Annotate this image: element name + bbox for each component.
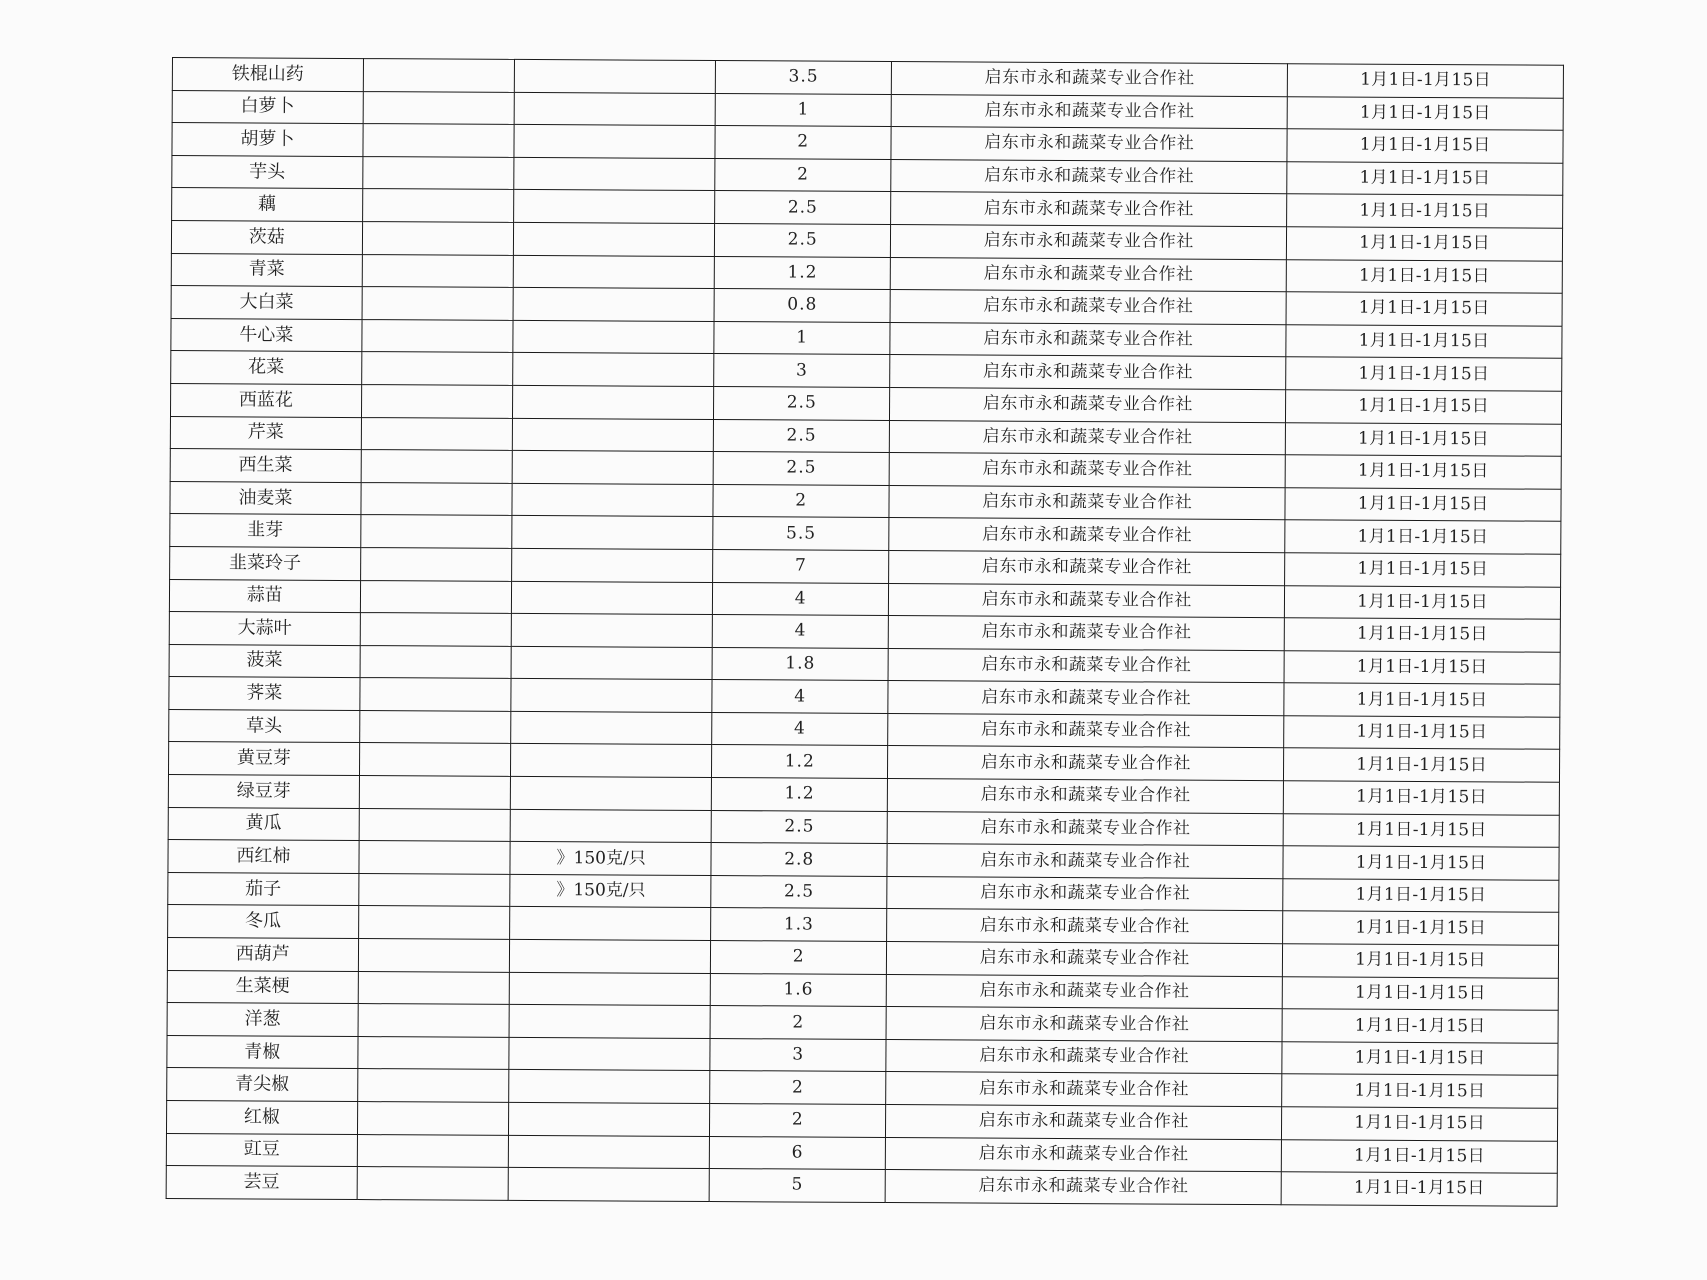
cell-spec bbox=[511, 744, 712, 778]
cell-spec bbox=[509, 1102, 710, 1136]
cell-supplier: 启东市永和蔬菜专业合作社 bbox=[887, 909, 1283, 944]
cell-date-range: 1月1日-1月15日 bbox=[1283, 846, 1559, 880]
cell-spec bbox=[510, 809, 711, 843]
cell-item-name: 蒜苗 bbox=[169, 579, 360, 613]
cell-spec bbox=[514, 157, 715, 191]
cell-date-range: 1月1日-1月15日 bbox=[1284, 650, 1560, 684]
table-row bbox=[166, 1166, 1557, 1206]
cell-blank bbox=[358, 1036, 510, 1069]
cell-supplier: 启东市永和蔬菜专业合作社 bbox=[888, 681, 1284, 716]
cell-spec bbox=[509, 1005, 710, 1039]
cell-price: 2 bbox=[713, 484, 889, 518]
cell-spec bbox=[512, 451, 713, 485]
cell-spec bbox=[512, 483, 713, 517]
cell-item-name: 荠菜 bbox=[169, 677, 360, 711]
cell-date-range: 1月1日-1月15日 bbox=[1283, 911, 1559, 945]
cell-item-name: 芋头 bbox=[172, 155, 363, 189]
cell-blank bbox=[363, 124, 515, 157]
cell-blank bbox=[362, 254, 514, 287]
cell-date-range: 1月1日-1月15日 bbox=[1282, 1009, 1558, 1043]
cell-blank bbox=[357, 1069, 509, 1102]
cell-price: 2.5 bbox=[713, 452, 889, 486]
cell-blank bbox=[360, 613, 512, 646]
cell-item-name: 芹菜 bbox=[170, 416, 361, 450]
cell-price: 1 bbox=[715, 93, 891, 127]
cell-price: 2 bbox=[711, 941, 887, 975]
vegetable-price-table bbox=[166, 57, 1564, 1207]
cell-blank bbox=[361, 352, 513, 385]
cell-price: 4 bbox=[712, 712, 888, 746]
cell-blank bbox=[358, 939, 510, 972]
cell-date-range: 1月1日-1月15日 bbox=[1286, 390, 1562, 424]
cell-supplier: 启东市永和蔬菜专业合作社 bbox=[891, 224, 1287, 259]
cell-price: 2.5 bbox=[711, 875, 887, 909]
cell-supplier: 启东市永和蔬菜专业合作社 bbox=[887, 844, 1283, 879]
cell-price: 7 bbox=[713, 549, 889, 583]
cell-supplier: 启东市永和蔬菜专业合作社 bbox=[887, 974, 1283, 1009]
cell-price: 1.2 bbox=[714, 256, 890, 290]
cell-item-name: 红椒 bbox=[166, 1100, 357, 1134]
cell-spec bbox=[509, 939, 710, 973]
cell-date-range: 1月1日-1月15日 bbox=[1284, 748, 1560, 782]
cell-spec bbox=[513, 255, 714, 289]
cell-blank bbox=[360, 678, 512, 711]
cell-blank bbox=[357, 1102, 509, 1135]
cell-blank bbox=[361, 385, 513, 418]
cell-supplier: 启东市永和蔬菜专业合作社 bbox=[892, 62, 1288, 97]
cell-blank bbox=[360, 645, 512, 678]
cell-blank bbox=[357, 1134, 509, 1167]
cell-price: 2 bbox=[710, 1071, 886, 1105]
cell-supplier: 启东市永和蔬菜专业合作社 bbox=[890, 420, 1286, 455]
cell-spec bbox=[508, 1168, 709, 1202]
cell-price: 5 bbox=[709, 1169, 885, 1203]
cell-date-range: 1月1日-1月15日 bbox=[1282, 1042, 1558, 1076]
cell-date-range: 1月1日-1月15日 bbox=[1288, 64, 1564, 98]
cell-price: 1.6 bbox=[710, 973, 886, 1007]
cell-date-range: 1月1日-1月15日 bbox=[1284, 781, 1560, 815]
cell-blank bbox=[362, 189, 514, 222]
cell-supplier: 启东市永和蔬菜专业合作社 bbox=[889, 453, 1285, 488]
cell-item-name: 茨菇 bbox=[171, 220, 362, 254]
cell-price: 6 bbox=[709, 1136, 885, 1170]
cell-price: 2 bbox=[710, 1104, 886, 1138]
cell-price: 2.5 bbox=[715, 191, 891, 225]
cell-date-range: 1月1日-1月15日 bbox=[1282, 1139, 1558, 1173]
cell-date-range: 1月1日-1月15日 bbox=[1287, 129, 1563, 163]
cell-blank bbox=[359, 743, 511, 776]
cell-date-range: 1月1日-1月15日 bbox=[1283, 944, 1559, 978]
cell-spec bbox=[509, 1070, 710, 1104]
cell-spec bbox=[513, 222, 714, 256]
cell-date-range: 1月1日-1月15日 bbox=[1282, 1107, 1558, 1141]
cell-item-name: 西红柿 bbox=[168, 840, 359, 874]
cell-item-name: 铁棍山药 bbox=[172, 58, 363, 92]
cell-price: 0.8 bbox=[714, 289, 890, 323]
cell-supplier: 启东市永和蔬菜专业合作社 bbox=[886, 1039, 1282, 1074]
cell-blank bbox=[358, 1004, 510, 1037]
cell-spec bbox=[514, 59, 715, 93]
cell-spec bbox=[512, 548, 713, 582]
cell-price: 5.5 bbox=[713, 517, 889, 551]
cell-price: 2.8 bbox=[711, 843, 887, 877]
cell-supplier: 启东市永和蔬菜专业合作社 bbox=[886, 1105, 1282, 1140]
cell-supplier: 启东市永和蔬菜专业合作社 bbox=[889, 518, 1285, 553]
cell-date-range: 1月1日-1月15日 bbox=[1287, 227, 1563, 261]
cell-item-name: 黄豆芽 bbox=[168, 742, 359, 776]
cell-supplier: 启东市永和蔬菜专业合作社 bbox=[890, 355, 1286, 390]
cell-item-name: 西蓝花 bbox=[170, 383, 361, 417]
cell-date-range: 1月1日-1月15日 bbox=[1286, 357, 1562, 391]
cell-item-name: 黄瓜 bbox=[168, 807, 359, 841]
cell-date-range: 1月1日-1月15日 bbox=[1287, 162, 1563, 196]
cell-item-name: 西生菜 bbox=[170, 449, 361, 483]
cell-item-name: 青椒 bbox=[167, 1035, 358, 1069]
cell-spec bbox=[513, 385, 714, 419]
cell-price: 3 bbox=[710, 1038, 886, 1072]
cell-date-range: 1月1日-1月15日 bbox=[1286, 259, 1562, 293]
cell-supplier: 启东市永和蔬菜专业合作社 bbox=[891, 127, 1287, 162]
cell-date-range: 1月1日-1月15日 bbox=[1284, 618, 1560, 652]
cell-item-name: 藕 bbox=[172, 188, 363, 222]
cell-item-name: 冬瓜 bbox=[168, 905, 359, 939]
cell-price: 1.2 bbox=[712, 745, 888, 779]
cell-spec: 》150克/只 bbox=[510, 874, 711, 908]
cell-item-name: 菠菜 bbox=[169, 644, 360, 678]
cell-date-range: 1月1日-1月15日 bbox=[1284, 716, 1560, 750]
cell-item-name: 洋葱 bbox=[167, 1003, 358, 1037]
cell-supplier: 启东市永和蔬菜专业合作社 bbox=[891, 192, 1287, 227]
cell-spec bbox=[511, 646, 712, 680]
cell-price: 3 bbox=[714, 354, 890, 388]
cell-blank bbox=[359, 776, 511, 809]
cell-price: 1.8 bbox=[712, 647, 888, 681]
cell-spec bbox=[511, 581, 712, 615]
cell-blank bbox=[362, 319, 514, 352]
cell-item-name: 大蒜叶 bbox=[169, 612, 360, 646]
cell-supplier: 启东市永和蔬菜专业合作社 bbox=[889, 550, 1285, 585]
cell-blank bbox=[360, 515, 512, 548]
cell-blank bbox=[361, 482, 513, 515]
cell-blank bbox=[359, 808, 511, 841]
cell-item-name: 生菜梗 bbox=[167, 970, 358, 1004]
cell-blank bbox=[362, 287, 514, 320]
cell-date-range: 1月1日-1月15日 bbox=[1285, 487, 1561, 521]
cell-supplier: 启东市永和蔬菜专业合作社 bbox=[890, 387, 1286, 422]
cell-item-name: 芸豆 bbox=[166, 1166, 357, 1200]
cell-date-range: 1月1日-1月15日 bbox=[1284, 683, 1560, 717]
cell-price: 2 bbox=[710, 1006, 886, 1040]
cell-spec bbox=[514, 190, 715, 224]
cell-item-name: 花菜 bbox=[171, 351, 362, 385]
cell-date-range: 1月1日-1月15日 bbox=[1285, 553, 1561, 587]
cell-date-range: 1月1日-1月15日 bbox=[1283, 813, 1559, 847]
cell-blank bbox=[363, 59, 515, 92]
cell-price: 2.5 bbox=[711, 810, 887, 844]
cell-supplier: 启东市永和蔬菜专业合作社 bbox=[889, 485, 1285, 520]
cell-supplier: 启东市永和蔬菜专业合作社 bbox=[889, 616, 1285, 651]
cell-item-name: 韭芽 bbox=[170, 514, 361, 548]
cell-item-name: 绿豆芽 bbox=[168, 775, 359, 809]
cell-blank bbox=[362, 156, 514, 189]
cell-blank bbox=[359, 841, 511, 874]
cell-spec bbox=[514, 92, 715, 126]
cell-item-name: 韭菜玲子 bbox=[170, 546, 361, 580]
cell-date-range: 1月1日-1月15日 bbox=[1285, 520, 1561, 554]
cell-price: 1.3 bbox=[711, 908, 887, 942]
cell-spec bbox=[510, 776, 711, 810]
cell-supplier: 启东市永和蔬菜专业合作社 bbox=[891, 94, 1287, 129]
cell-date-range: 1月1日-1月15日 bbox=[1285, 585, 1561, 619]
cell-date-range: 1月1日-1月15日 bbox=[1287, 194, 1563, 228]
cell-price: 1 bbox=[714, 321, 890, 355]
cell-price: 2 bbox=[715, 126, 891, 160]
cell-spec bbox=[510, 907, 711, 941]
cell-item-name: 青尖椒 bbox=[167, 1068, 358, 1102]
cell-date-range: 1月1日-1月15日 bbox=[1285, 455, 1561, 489]
cell-price: 2.5 bbox=[714, 386, 890, 420]
cell-item-name: 白萝卜 bbox=[172, 90, 363, 124]
cell-blank bbox=[358, 873, 510, 906]
cell-supplier: 启东市永和蔬菜专业合作社 bbox=[888, 648, 1284, 683]
cell-price: 4 bbox=[713, 582, 889, 616]
cell-item-name: 西葫芦 bbox=[167, 938, 358, 972]
cell-date-range: 1月1日-1月15日 bbox=[1281, 1172, 1557, 1206]
cell-spec bbox=[509, 972, 710, 1006]
cell-item-name: 油麦菜 bbox=[170, 481, 361, 515]
cell-supplier: 启东市永和蔬菜专业合作社 bbox=[887, 811, 1283, 846]
cell-supplier: 启东市永和蔬菜专业合作社 bbox=[890, 290, 1286, 325]
cell-spec bbox=[512, 418, 713, 452]
cell-supplier: 启东市永和蔬菜专业合作社 bbox=[891, 159, 1287, 194]
cell-spec bbox=[509, 1037, 710, 1071]
cell-item-name: 豇豆 bbox=[166, 1133, 357, 1167]
cell-date-range: 1月1日-1月15日 bbox=[1282, 1074, 1558, 1108]
cell-blank bbox=[361, 417, 513, 450]
cell-blank bbox=[362, 222, 514, 255]
cell-spec bbox=[511, 711, 712, 745]
cell-blank bbox=[357, 1167, 509, 1200]
cell-spec bbox=[511, 679, 712, 713]
cell-price: 2.5 bbox=[713, 419, 889, 453]
cell-supplier: 启东市永和蔬菜专业合作社 bbox=[888, 779, 1284, 814]
cell-item-name: 青菜 bbox=[171, 253, 362, 287]
cell-spec bbox=[511, 613, 712, 647]
cell-item-name: 茄子 bbox=[168, 872, 359, 906]
cell-blank bbox=[358, 906, 510, 939]
cell-spec bbox=[514, 125, 715, 159]
cell-price: 2.5 bbox=[715, 224, 891, 258]
cell-date-range: 1月1日-1月15日 bbox=[1286, 324, 1562, 358]
cell-supplier: 启东市永和蔬菜专业合作社 bbox=[886, 1007, 1282, 1042]
cell-supplier: 启东市永和蔬菜专业合作社 bbox=[885, 1170, 1281, 1205]
cell-supplier: 启东市永和蔬菜专业合作社 bbox=[888, 713, 1284, 748]
cell-blank bbox=[358, 971, 510, 1004]
cell-blank bbox=[359, 710, 511, 743]
cell-spec bbox=[513, 288, 714, 322]
cell-blank bbox=[363, 91, 515, 124]
cell-spec: 》150克/只 bbox=[510, 842, 711, 876]
cell-supplier: 启东市永和蔬菜专业合作社 bbox=[889, 583, 1285, 618]
cell-date-range: 1月1日-1月15日 bbox=[1283, 879, 1559, 913]
cell-spec bbox=[508, 1135, 709, 1169]
cell-supplier: 启东市永和蔬菜专业合作社 bbox=[886, 1137, 1282, 1172]
cell-date-range: 1月1日-1月15日 bbox=[1286, 292, 1562, 326]
cell-supplier: 启东市永和蔬菜专业合作社 bbox=[888, 746, 1284, 781]
cell-date-range: 1月1日-1月15日 bbox=[1287, 96, 1563, 130]
cell-blank bbox=[361, 450, 513, 483]
cell-spec bbox=[512, 516, 713, 550]
cell-item-name: 草头 bbox=[169, 709, 360, 743]
cell-item-name: 牛心菜 bbox=[171, 318, 362, 352]
cell-supplier: 启东市永和蔬菜专业合作社 bbox=[891, 257, 1287, 292]
cell-supplier: 启东市永和蔬菜专业合作社 bbox=[887, 942, 1283, 977]
cell-price: 4 bbox=[712, 680, 888, 714]
cell-price: 4 bbox=[712, 615, 888, 649]
cell-item-name: 胡萝卜 bbox=[172, 123, 363, 157]
cell-supplier: 启东市永和蔬菜专业合作社 bbox=[890, 322, 1286, 357]
cell-supplier: 启东市永和蔬菜专业合作社 bbox=[887, 876, 1283, 911]
cell-date-range: 1月1日-1月15日 bbox=[1282, 976, 1558, 1010]
cell-date-range: 1月1日-1月15日 bbox=[1286, 422, 1562, 456]
table-body bbox=[166, 58, 1563, 1207]
cell-blank bbox=[360, 547, 512, 580]
cell-item-name: 大白菜 bbox=[171, 286, 362, 320]
cell-spec bbox=[513, 320, 714, 354]
cell-price: 1.2 bbox=[711, 778, 887, 812]
cell-supplier: 启东市永和蔬菜专业合作社 bbox=[886, 1072, 1282, 1107]
cell-price: 3.5 bbox=[715, 61, 891, 95]
cell-blank bbox=[360, 580, 512, 613]
cell-spec bbox=[513, 353, 714, 387]
cell-price: 2 bbox=[715, 158, 891, 192]
